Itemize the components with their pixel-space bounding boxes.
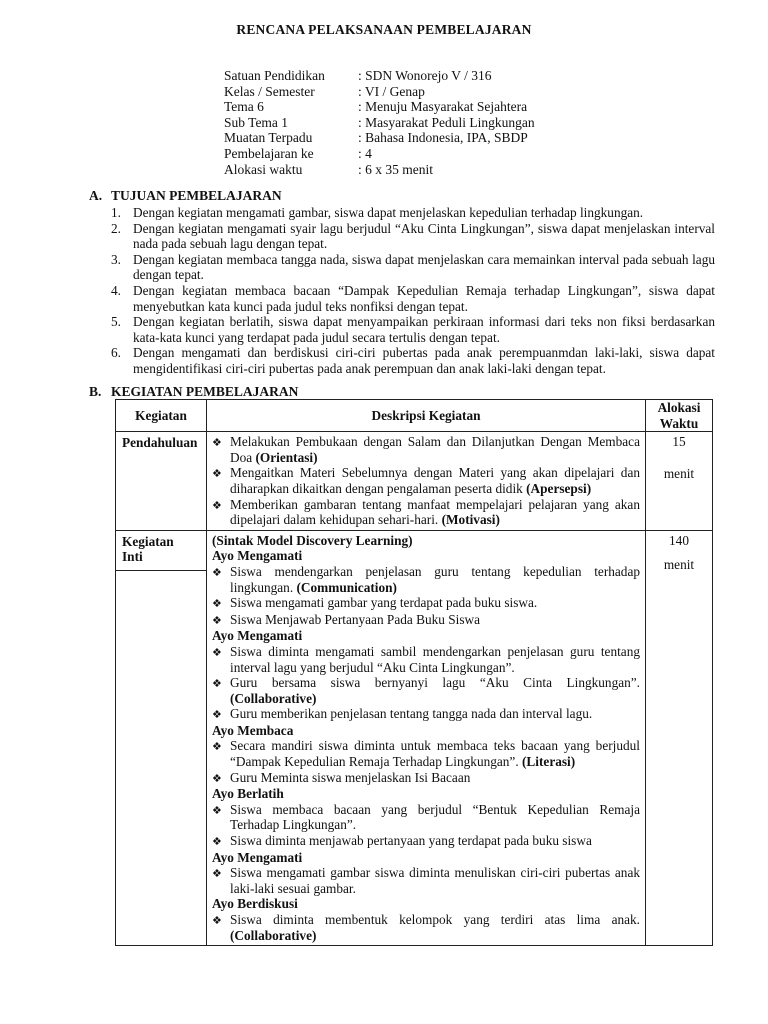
- activity-subheading: Ayo Mengamati: [212, 849, 303, 865]
- activity-bullet: [212, 675, 640, 706]
- bullet-text: [230, 738, 640, 769]
- bullet-body: Memberikan gambaran tentang manfaat mempelajari pelajaran yang akan dipelajari dalam kehidupan sehari-hari.: [230, 496, 640, 528]
- section-letter: A.: [89, 188, 103, 203]
- bullet-body: Siswa diminta menjawab pertanyaan yang terdapat pada buku siswa: [230, 833, 592, 849]
- diamond-bullet-icon: ❖: [212, 803, 222, 817]
- bullet-body: Siswa mengamati gambar yang terdapat pada buku siswa.: [230, 595, 538, 611]
- bullet-tag: (Communication): [296, 579, 397, 595]
- activity-table: [115, 399, 713, 946]
- activity-subheading: Ayo Berdiskusi: [212, 896, 298, 912]
- header-deskripsi: Deskripsi Kegiatan: [207, 400, 646, 432]
- goal-item: [111, 283, 715, 314]
- identity-value: : VI / Genap: [358, 83, 425, 99]
- goal-number: 3.: [111, 251, 121, 267]
- goal-number: 4.: [111, 282, 121, 298]
- goal-text: Dengan kegiatan membaca tangga nada, siswa dapat menjelaskan cara memainkan interval pada sebuah lagu dengan tepat.: [133, 251, 715, 283]
- bullet-text: [230, 770, 640, 787]
- table-header-row: [116, 400, 713, 432]
- activity-subheading: Ayo Membaca: [212, 722, 294, 738]
- bullet-tag: (Collaborative): [230, 690, 317, 706]
- bullet-tag: (Motivasi): [441, 512, 500, 528]
- section-letter: B.: [89, 384, 102, 399]
- diamond-bullet-icon: ❖: [212, 835, 222, 849]
- identity-value: : Masyarakat Peduli Lingkungan: [358, 114, 535, 130]
- activity-bullet: [212, 612, 640, 629]
- activity-bullet: [212, 912, 640, 943]
- alokasi-inti: [646, 530, 713, 945]
- kegiatan-pendahuluan: Pendahuluan: [116, 432, 207, 531]
- section-title: KEGIATAN PEMBELAJARAN: [111, 384, 299, 399]
- identity-label: Muatan Terpadu: [224, 130, 313, 146]
- identity-value: : Menuju Masyarakat Sejahtera: [358, 99, 528, 115]
- identity-label: Kelas / Semester: [224, 83, 315, 99]
- section-b-heading: [89, 384, 298, 400]
- goal-item: [111, 314, 715, 345]
- identity-label: Satuan Pendidikan: [224, 68, 325, 83]
- diamond-bullet-icon: ❖: [212, 771, 222, 785]
- bullet-text: [230, 865, 640, 896]
- bullet-body: Melakukan Pembukaan dengan Salam dan Dilanjutkan Dengan Membaca Doa: [230, 434, 640, 465]
- activity-subheading: Ayo Mengamati: [212, 548, 303, 564]
- goal-item: [111, 205, 715, 221]
- activity-bullet: [212, 833, 640, 850]
- activity-subheading: Ayo Berlatih: [212, 786, 284, 802]
- bullet-text: [230, 465, 640, 496]
- bullet-body: Siswa diminta mengamati sambil mendengarkan penjelasan guru tentang interval lagu yang berjudul “Aku Cinta Lingkungan”.: [230, 643, 640, 675]
- activity-bullet: [212, 738, 640, 769]
- section-title: TUJUAN PEMBELAJARAN: [111, 188, 282, 203]
- bullet-body: Guru bersama siswa bernyanyi lagu “Aku Cinta Lingkungan”.: [230, 675, 640, 691]
- deskripsi-pendahuluan: [207, 432, 646, 531]
- alokasi-unit: menit: [663, 557, 695, 573]
- identity-value: : 4: [358, 145, 372, 161]
- goal-text: Dengan kegiatan berlatih, siswa dapat menyampaikan perkiraan informasi dari teks non fiksi berdasarkan kata-kata kunci yang terdapat pada judul secara tertulis dengan tepat.: [133, 314, 715, 345]
- diamond-bullet-icon: ❖: [212, 498, 222, 512]
- bullet-text: [230, 434, 640, 465]
- goal-item: [111, 252, 715, 283]
- diamond-bullet-icon: ❖: [212, 597, 222, 611]
- identity-value: : SDN Wonorejo V / 316: [358, 68, 492, 83]
- activity-bullet: [212, 802, 640, 833]
- diamond-bullet-icon: ❖: [212, 565, 222, 579]
- bullet-text: [230, 912, 640, 943]
- cell-divider: [116, 570, 206, 571]
- bullet-body: Siswa diminta membentuk kelompok yang terdiri atas lima anak.: [230, 912, 640, 927]
- bullet-body: Siswa Menjawab Pertanyaan Pada Buku Siswa: [230, 611, 481, 627]
- bullet-tag: (Literasi): [522, 754, 576, 770]
- diamond-bullet-icon: ❖: [212, 613, 222, 627]
- goal-number: 6.: [111, 345, 121, 361]
- kegiatan-inti-label: Kegiatan Inti: [122, 533, 174, 565]
- identity-row: [224, 146, 535, 162]
- activity-bullet: [212, 595, 640, 612]
- diamond-bullet-icon: ❖: [212, 467, 222, 481]
- identity-label: Sub Tema 1: [224, 114, 289, 130]
- kegiatan-inti: [116, 530, 207, 945]
- identity-row: [224, 99, 535, 115]
- activity-bullet: [212, 497, 640, 528]
- identity-row: [224, 162, 535, 178]
- identity-row: [224, 130, 535, 146]
- goal-item: [111, 345, 715, 376]
- bullet-text: [230, 497, 640, 528]
- bullet-text: [230, 706, 640, 723]
- identity-row: [224, 68, 535, 84]
- row-kegiatan-inti: [116, 530, 713, 945]
- diamond-bullet-icon: ❖: [212, 677, 222, 691]
- diamond-bullet-icon: ❖: [212, 867, 222, 881]
- bullet-body: Guru Meminta siswa menjelaskan Isi Bacaan: [230, 769, 471, 785]
- identity-block: [224, 68, 535, 177]
- identity-value: : Bahasa Indonesia, IPA, SBDP: [358, 130, 528, 146]
- bullet-tag: (Collaborative): [230, 927, 317, 943]
- activity-bullet: [212, 644, 640, 675]
- bullet-body: Siswa mendengarkan penjelasan guru tentang kepedulian terhadap lingkungan.: [230, 563, 640, 595]
- identity-row: [224, 115, 535, 131]
- alokasi-value: 15: [672, 434, 686, 450]
- row-pendahuluan: [116, 432, 713, 531]
- goal-number: 1.: [111, 205, 121, 220]
- bullet-text: [230, 612, 640, 629]
- goal-text: Dengan kegiatan mengamati syair lagu berjudul “Aku Cinta Lingkungan”, siswa dapat menjelaskan interval nada pada sebuah lagu dengan tepat.: [133, 220, 715, 252]
- activity-bullet: [212, 465, 640, 496]
- document-title: RENCANA PELAKSANAAN PEMBELAJARAN: [236, 22, 532, 37]
- bullet-text: [230, 802, 640, 833]
- goal-text: Dengan kegiatan membaca bacaan “Dampak Kepedulian Remaja terhadap Lingkungan”, siswa dapat menyebutkan kata kunci pada judul teks nonfiksi dengan tepat.: [133, 282, 715, 314]
- bullet-body: Mengaitkan Materi Sebelumnya dengan Materi yang akan dipelajari dan diharapkan dikaitkan dengan pengalaman peserta didik: [230, 465, 640, 496]
- identity-label: Tema 6: [224, 99, 264, 115]
- diamond-bullet-icon: ❖: [212, 436, 222, 450]
- goal-text: Dengan kegiatan mengamati gambar, siswa dapat menjelaskan kepedulian terhadap lingkungan.: [133, 205, 644, 220]
- goal-number: 5.: [111, 314, 121, 330]
- diamond-bullet-icon: ❖: [212, 914, 222, 927]
- deskripsi-inti: [207, 530, 646, 945]
- bullet-text: [230, 595, 640, 612]
- activity-bullet: [212, 770, 640, 787]
- bullet-tag: (Apersepsi): [526, 480, 592, 496]
- bullet-text: [230, 833, 640, 850]
- bullet-text: [230, 675, 640, 706]
- bullet-body: Secara mandiri siswa diminta untuk membaca teks bacaan yang berjudul “Dampak Kepedulian Remaja Terhadap Lingkungan”.: [230, 738, 640, 770]
- activity-bullet: [212, 706, 640, 723]
- goal-item: [111, 221, 715, 252]
- bullet-body: Siswa membaca bacaan yang berjudul “Bentuk Kepedulian Remaja Terhadap Lingkungan”.: [230, 801, 640, 833]
- diamond-bullet-icon: ❖: [212, 708, 222, 722]
- goal-text: Dengan mengamati dan berdiskusi ciri-ciri pubertas pada anak perempuanmdan laki-laki, siswa dapat mengidentifikasi ciri-ciri pubertas pada anak perempuan dan anak laki-laki dengan tepat.: [133, 345, 715, 376]
- identity-value: : 6 x 35 menit: [358, 161, 433, 177]
- sintak-label: (Sintak Model Discovery Learning): [212, 532, 413, 548]
- activity-subheading: Ayo Mengamati: [212, 628, 303, 644]
- section-a-heading: [89, 188, 282, 204]
- identity-label: Pembelajaran ke: [224, 145, 314, 161]
- diamond-bullet-icon: ❖: [212, 645, 222, 659]
- goal-number: 2.: [111, 220, 121, 236]
- diamond-bullet-icon: ❖: [212, 740, 222, 754]
- alokasi-pendahuluan: [646, 432, 713, 531]
- goals-list: [111, 205, 715, 377]
- bullet-body: Guru memberikan penjelasan tentang tangga nada dan interval lagu.: [230, 706, 593, 722]
- bullet-tag: (Orientasi): [255, 449, 318, 465]
- activity-bullet: [212, 434, 640, 465]
- bullet-body: Siswa mengamati gambar siswa diminta menuliskan ciri-ciri pubertas anak laki-laki sesuai gambar.: [230, 865, 640, 896]
- identity-row: [224, 84, 535, 100]
- header-kegiatan: Kegiatan: [116, 400, 207, 432]
- alokasi-unit: menit: [663, 465, 695, 481]
- activity-bullet: [212, 564, 640, 595]
- alokasi-value: 140: [669, 532, 689, 548]
- identity-label: Alokasi waktu: [224, 161, 303, 177]
- activity-bullet: [212, 865, 640, 896]
- bullet-text: [230, 644, 640, 675]
- header-alokasi: Alokasi Waktu: [646, 400, 713, 432]
- bullet-text: [230, 564, 640, 595]
